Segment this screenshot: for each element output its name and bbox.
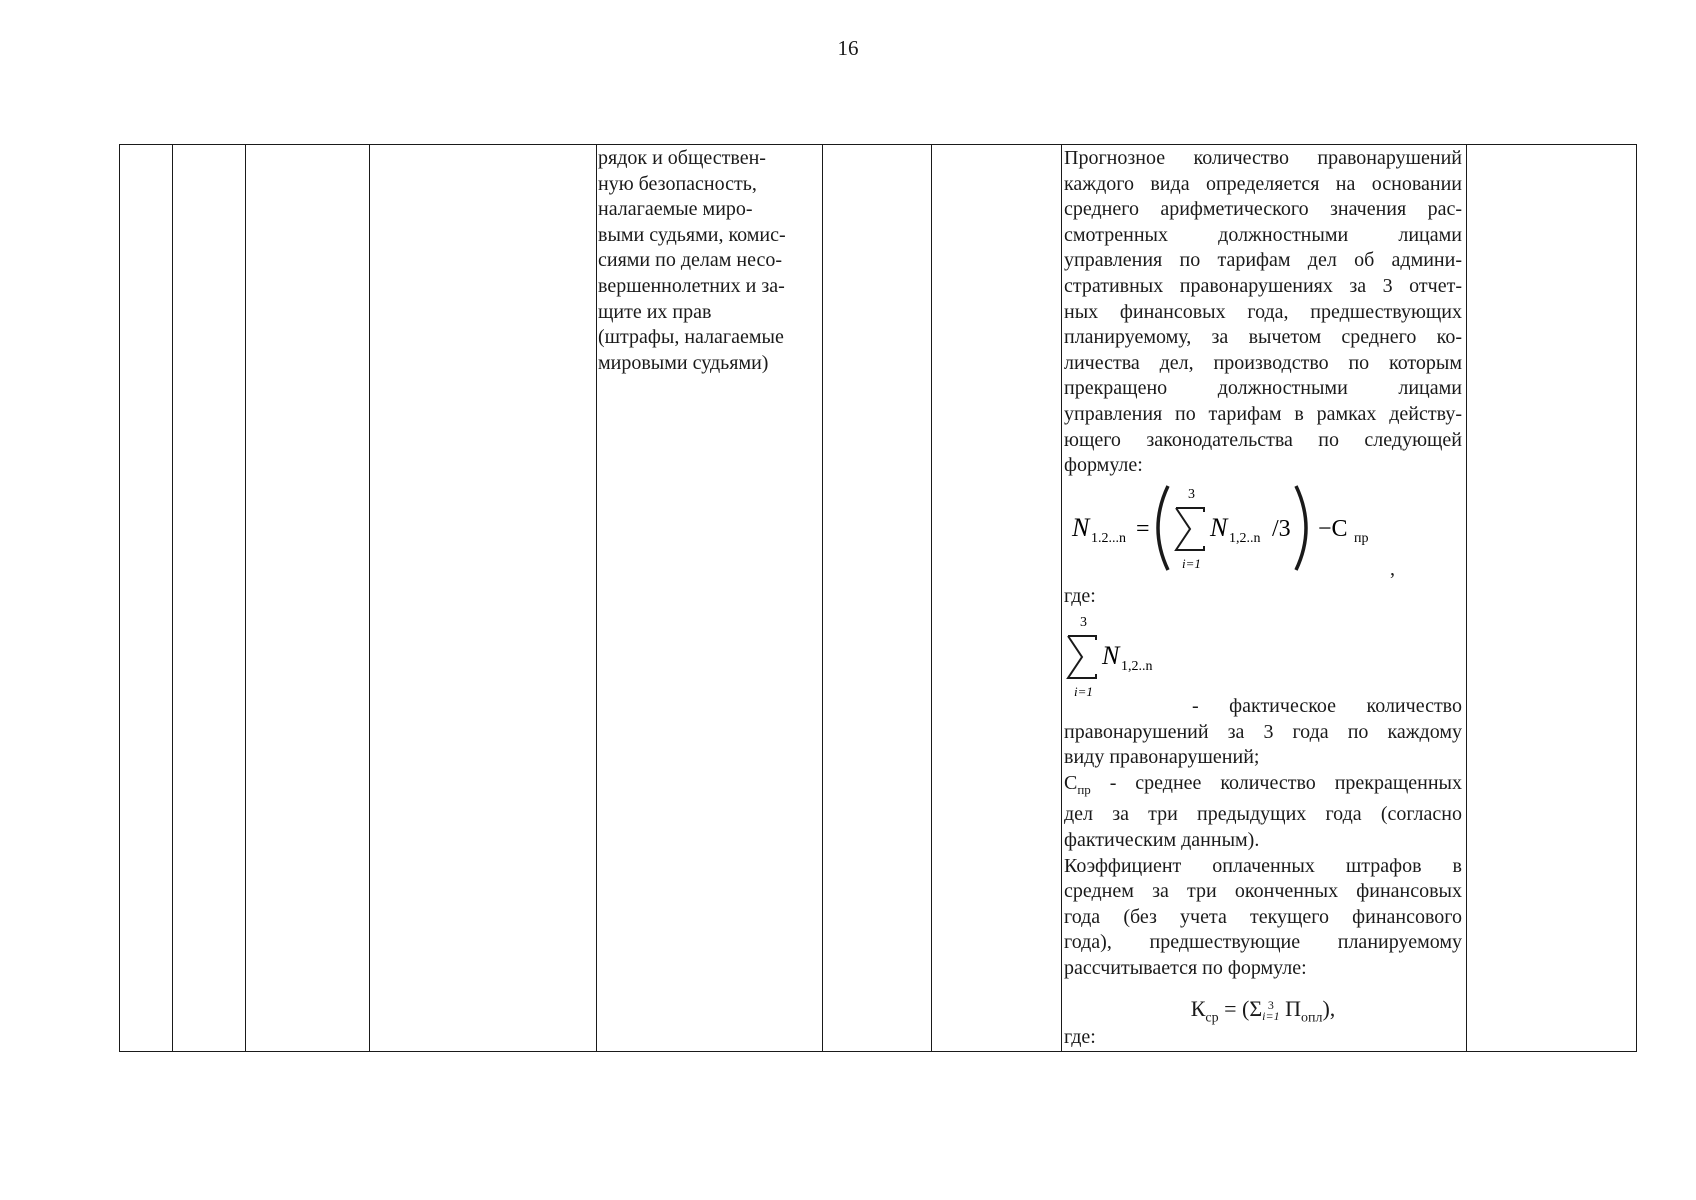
formula-sup: 3: [1267, 997, 1274, 1012]
text-line: (штрафы, налагаемые: [598, 326, 784, 349]
paren-right: [1296, 486, 1306, 570]
forecast-formula: [1064, 478, 1462, 578]
column-divider: [172, 144, 173, 1052]
formula-lhs-sub: 1.2...n: [1091, 531, 1126, 546]
text-line: управления по тарифам дел об админи-: [1064, 249, 1462, 272]
column8-definitions: [1064, 694, 1462, 982]
formula-eq: = (Σ: [1218, 996, 1263, 1021]
cpr-symbol: С: [1064, 771, 1078, 794]
text-line: ную безопасность,: [598, 172, 757, 195]
text-line: среднем за три оконченных финансовых: [1064, 880, 1462, 903]
cpr-symbol-sub: пр: [1077, 781, 1091, 797]
formula-term: П: [1279, 996, 1301, 1021]
sum-upper: 3: [1080, 615, 1087, 630]
text-line: личества дел, производство по которым: [1064, 351, 1462, 374]
column-divider: [1466, 144, 1467, 1052]
coefficient-formula: [1064, 996, 1462, 1032]
sigma-icon: [1068, 636, 1096, 678]
text-line: рядок и обществен-: [598, 147, 766, 169]
column-divider: [822, 144, 823, 1052]
sigma-icon: [1176, 508, 1204, 550]
page-number: 16: [837, 36, 859, 60]
formula-term: N: [1210, 513, 1228, 542]
text-line: каждого вида определяется на основании: [1064, 172, 1462, 195]
formula-term-sub: 1,2..n: [1229, 531, 1261, 546]
text-line: щите их прав: [598, 300, 712, 323]
formula-eq: =: [1136, 516, 1150, 542]
text-line: - среднее количество прекращенных: [1090, 771, 1462, 794]
text-line: фактическим данным).: [1064, 828, 1260, 851]
text-line: стративных правонарушениях за 3 отчет-: [1064, 274, 1462, 297]
formula-term-sub: опл: [1300, 1010, 1323, 1026]
text-line: рассчитывается по формуле:: [1064, 956, 1307, 979]
text-line: налагаемые миро-: [598, 198, 753, 221]
where-label-final: где:: [1064, 1026, 1096, 1048]
paren-left: [1158, 486, 1168, 570]
text-line: - фактическое количество: [1192, 695, 1462, 717]
text-line: года), предшествующие планируемому: [1064, 931, 1462, 954]
text-line: ющего законодательства по следующей: [1064, 428, 1462, 451]
cpr-line: [1064, 771, 1462, 803]
text-line: выми судьями, комис-: [598, 223, 786, 246]
text-line: Коэффициент оплаченных штрафов в: [1064, 854, 1462, 877]
formula-lhs: К: [1190, 996, 1206, 1021]
formula-close: ),: [1322, 996, 1336, 1021]
column-divider: [931, 144, 932, 1052]
column-divider: [245, 144, 246, 1052]
where-label: где:: [1064, 585, 1096, 607]
text-line: вершеннолетних и за-: [598, 274, 785, 297]
text-line: года (без учета текущего финансового: [1064, 905, 1462, 928]
text-line: Прогнозное количество правонарушений: [1064, 147, 1462, 169]
formula-term: N: [1102, 641, 1120, 670]
text-line: управления по тарифам в рамках действу-: [1064, 402, 1462, 425]
text-line: смотренных должностными лицами: [1064, 223, 1462, 246]
column-divider: [596, 144, 597, 1052]
text-line: формуле:: [1064, 454, 1143, 477]
formula-lhs-sub: ср: [1205, 1010, 1219, 1026]
column-divider: [1061, 144, 1062, 1052]
text-line: прекращено должностными лицами: [1064, 377, 1462, 400]
text-line: дел за три предыдущих года (согласно: [1064, 803, 1462, 826]
text-line: виду правонарушений;: [1064, 746, 1260, 769]
formula-term-sub: 1,2..n: [1121, 659, 1153, 674]
sum-upper: 3: [1188, 487, 1195, 502]
formula-comma: ,: [1390, 558, 1395, 580]
formula-minus-sub: пр: [1354, 531, 1369, 546]
text-line: сиями по делам несо-: [598, 249, 783, 272]
column5-text: [598, 146, 820, 376]
column8-intro: [1064, 146, 1462, 479]
sum-lower: i=1: [1182, 556, 1201, 571]
text-line: мировыми судьями): [598, 351, 769, 374]
sum-formula: [1064, 612, 1224, 702]
text-line: среднего арифметического значения рас-: [1064, 198, 1462, 221]
text-line: ных финансовых года, предшествующих: [1064, 300, 1462, 323]
formula-sub: i=1: [1262, 1008, 1280, 1023]
formula-divisor: /3: [1272, 516, 1291, 542]
formula-minus: −C: [1318, 516, 1348, 542]
formula-lhs: N: [1072, 513, 1090, 542]
text-line: правонарушений за 3 года по каждому: [1064, 720, 1462, 743]
text-line: планируемому, за вычетом среднего ко-: [1064, 326, 1462, 349]
sum-lower: i=1: [1074, 684, 1093, 699]
column-divider: [369, 144, 370, 1052]
